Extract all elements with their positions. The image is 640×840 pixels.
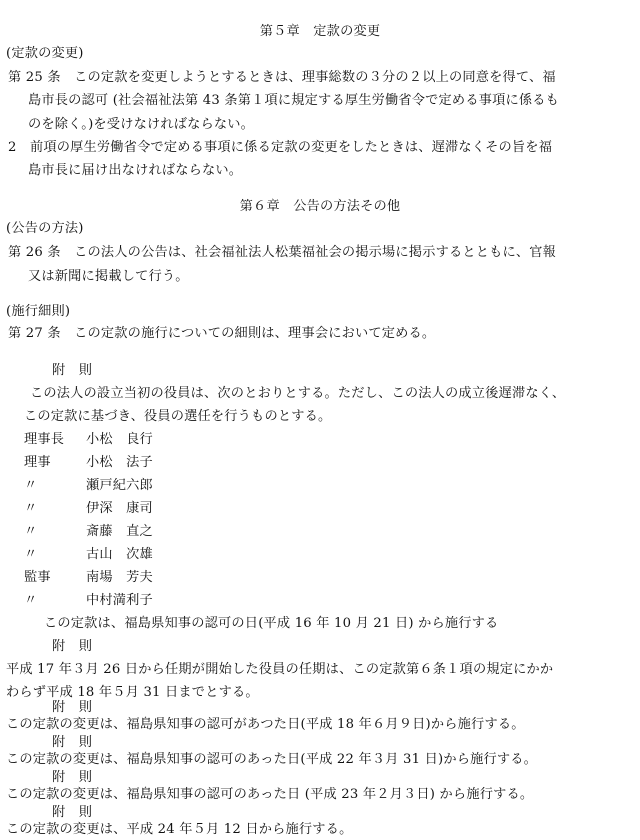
amendment-1-heading: 附 則	[52, 639, 93, 654]
supplementary-heading: 附 則	[52, 363, 93, 378]
officer-name: 斎藤 直之	[86, 524, 153, 539]
officer-name: 小松 良行	[86, 432, 153, 447]
officer-role: 理事	[24, 455, 51, 470]
amendment-2-line-1: この定款の変更は、福島県知事の認可があつた日(平成 18 年６月９日)から施行する。	[6, 717, 525, 732]
chapter-5-title: 第５章 定款の変更	[259, 24, 381, 39]
officer-role: 〃	[24, 478, 38, 493]
chapter-6-title: 第６章 公告の方法その他	[239, 199, 401, 214]
amendment-1-line-2: わらず平成 18 年５月 31 日までとする。	[6, 685, 259, 700]
amendment-5-line-1: この定款の変更は、平成 24 年５月 12 日から施行する。	[6, 822, 353, 837]
amendment-3-heading: 附 則	[52, 735, 93, 750]
supplementary-intro-line-1: この法人の設立当初の役員は、次のとおりとする。ただし、この法人の成立後遅滞なく、	[30, 386, 566, 401]
officer-name: 伊深 康司	[86, 501, 153, 516]
article-25-line-3: のを除く。)を受けなければならない。	[28, 117, 255, 132]
officer-role: 〃	[24, 524, 38, 539]
article-27: 第 27 条 この定款の施行についての細則は、理事会において定める。	[8, 326, 436, 341]
amendment-1-line-1: 平成 17 年３月 26 日から任期が開始した役員の任期は、この定款第６条１項の規定にかか	[6, 662, 554, 677]
article-25-line-1: 第 25 条 この定款を変更しようとするときは、理事総数の３分の２以上の同意を得て、福	[8, 70, 556, 85]
amendment-2-heading: 附 則	[52, 700, 93, 715]
officer-name: 小松 法子	[86, 455, 153, 470]
officer-role: 理事長	[24, 432, 65, 447]
officer-role: 監事	[24, 570, 51, 585]
section-heading-amendment: (定款の変更)	[6, 46, 84, 61]
article-26-line-1: 第 26 条 この法人の公告は、社会福祉法人松葉福祉会の掲示場に掲示するとともに、官報	[8, 245, 557, 260]
amendment-4-line-1: この定款の変更は、福島県知事の認可のあった日 (平成 23 年２月３日) から施行する。	[6, 787, 534, 802]
section-heading-public-notice: (公告の方法)	[6, 221, 84, 236]
officer-role: 〃	[24, 593, 38, 608]
section-heading-bylaws: (施行細則)	[6, 304, 71, 319]
effective-date-statement: この定款は、福島県知事の認可の日(平成 16 年 10 月 21 日) から施行する	[44, 616, 499, 631]
officer-role: 〃	[24, 501, 38, 516]
amendment-4-heading: 附 則	[52, 770, 93, 785]
supplementary-intro-line-2: この定款に基づき、役員の選任を行うものとする。	[24, 409, 332, 424]
article-25-line-2: 島市長の認可 (社会福祉法第 43 条第１項に規定する厚生労働省令で定める事項に係るも	[28, 93, 560, 108]
article-25-para-2-line-1: 2 前項の厚生労働省令で定める事項に係る定款の変更をしたときは、遅滞なくその旨を福	[8, 140, 553, 155]
article-26-line-2: 又は新聞に掲載して行う。	[28, 269, 189, 284]
officer-name: 瀬戸紀六郎	[86, 478, 153, 493]
amendment-5-heading: 附 則	[52, 805, 93, 820]
officer-name: 中村満利子	[86, 593, 153, 608]
officer-role: 〃	[24, 547, 38, 562]
officer-name: 古山 次雄	[86, 547, 153, 562]
officer-name: 南場 芳夫	[86, 570, 153, 585]
amendment-3-line-1: この定款の変更は、福島県知事の認可のあった日(平成 22 年３月 31 日)から施行する。	[6, 752, 538, 767]
article-25-para-2-line-2: 島市長に届け出なければならない。	[28, 163, 243, 178]
